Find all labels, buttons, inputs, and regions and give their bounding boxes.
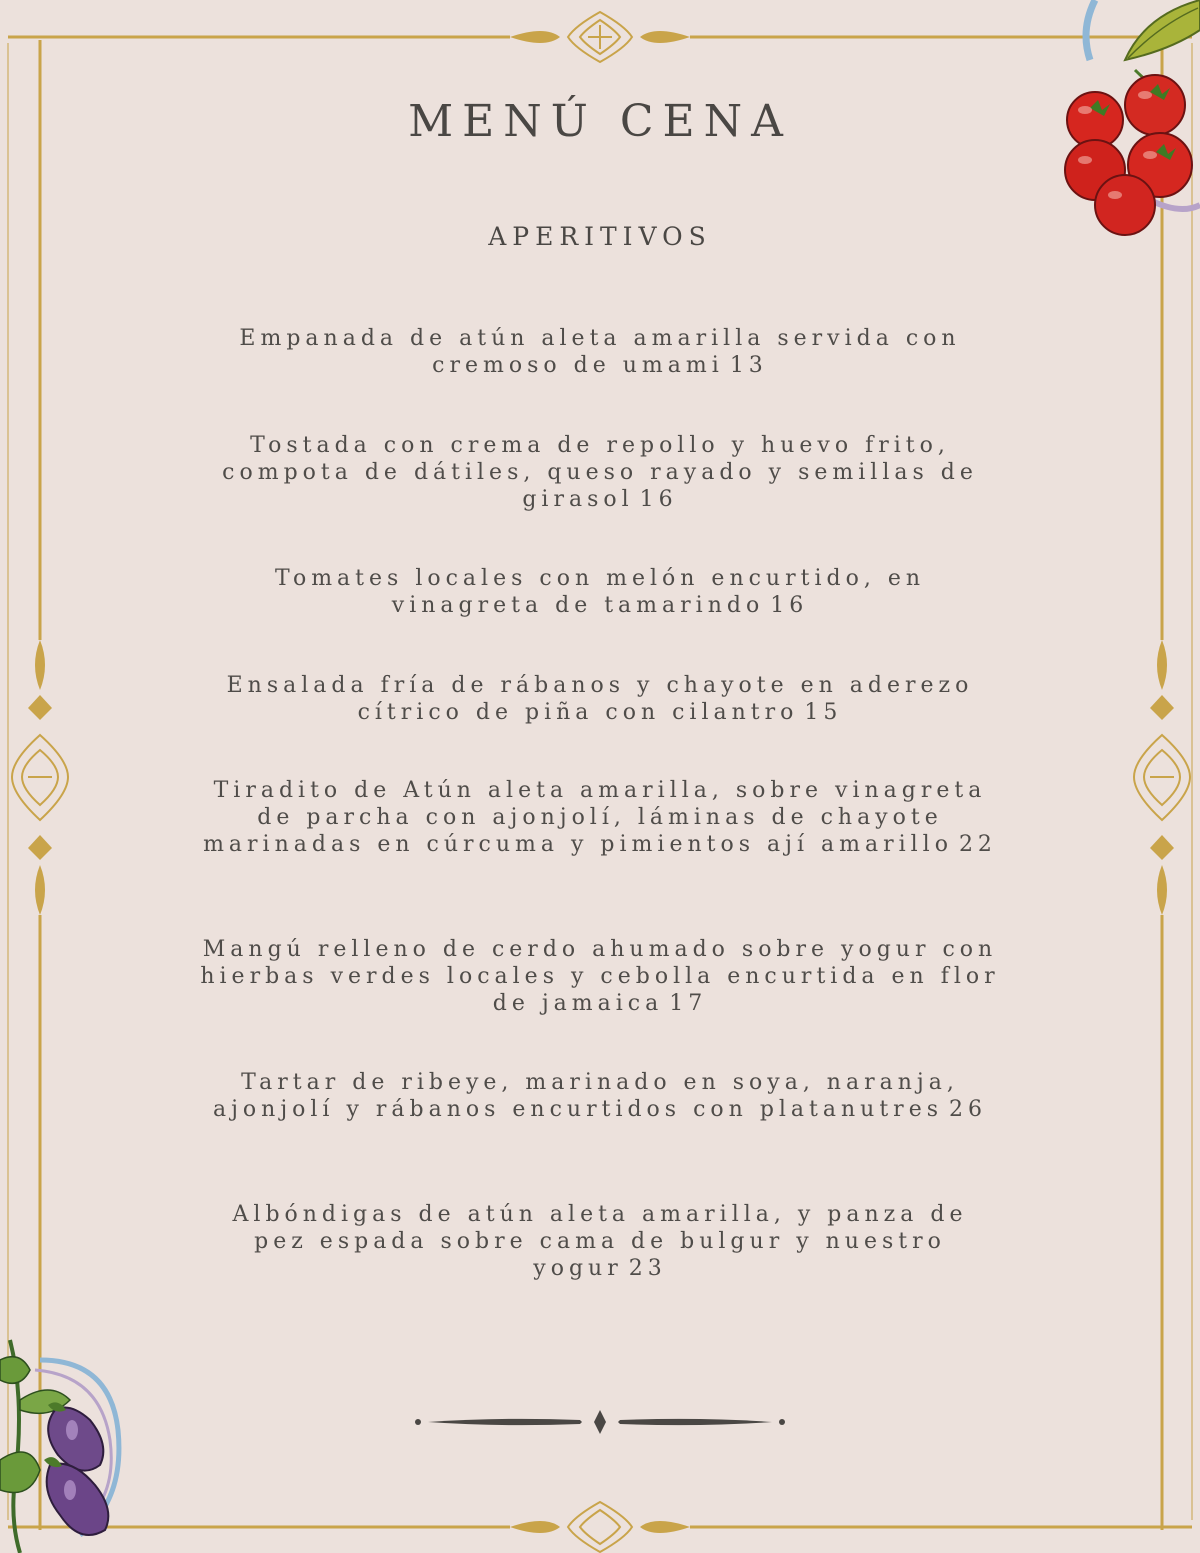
menu-item <box>200 432 1000 513</box>
menu-item <box>200 777 1000 858</box>
menu-item-description: Tomates locales con melón encurtido, en vinagreta de tamarindo <box>274 566 926 618</box>
menu-item-price: 22 <box>958 832 997 857</box>
diamond-line-divider <box>400 1400 800 1444</box>
section-title: APERITIVOS <box>488 222 712 251</box>
menu-item-description: Albóndigas de atún aleta amarilla, y panza de pez espada sobre cama de bulgur y nuestro yogur <box>232 1202 968 1281</box>
bottom-ornament <box>510 1502 690 1552</box>
menu-item <box>200 1201 1000 1282</box>
left-ornament <box>12 640 68 915</box>
menu-item <box>200 565 1000 619</box>
menu-item-price: 16 <box>770 593 809 618</box>
top-ornament <box>510 12 690 62</box>
menu-title: MENÚ CENA <box>408 96 792 147</box>
menu-item-description: Empanada de atún aleta amarilla servida con cremoso de umami <box>239 326 961 378</box>
eggplant-illustration <box>0 1320 130 1553</box>
menu-item <box>200 936 1000 1017</box>
menu-item-price: 26 <box>949 1097 988 1122</box>
menu-item-price: 16 <box>639 487 678 512</box>
menu-item <box>200 672 1000 726</box>
menu-item-description: Tartar de ribeye, marinado en soya, naranja, ajonjolí y rábanos encurtidos con platanutres <box>212 1070 959 1122</box>
right-ornament <box>1134 640 1190 915</box>
menu-item-price: 23 <box>628 1256 667 1281</box>
menu-item-price: 17 <box>669 991 708 1016</box>
menu-item-price: 15 <box>804 700 843 725</box>
menu-item-description: Tiradito de Atún aleta amarilla, sobre vinagreta de parcha con ajonjolí, láminas de chayote marinadas en cúrcuma y pimientos ají amarillo <box>203 778 987 857</box>
menu-item-description: Mangú relleno de cerdo ahumado sobre yogur con hierbas verdes locales y cebolla encurtida en flor de jamaica <box>200 937 1000 1016</box>
menu-item <box>200 1069 1000 1123</box>
menu-item-description: Ensalada fría de rábanos y chayote en aderezo cítrico de piña con cilantro <box>226 673 974 725</box>
menu-item-price: 13 <box>729 353 768 378</box>
menu-item-description: Tostada con crema de repollo y huevo frito, compota de dátiles, queso rayado y semillas de girasol <box>222 433 978 512</box>
menu-item <box>200 325 1000 379</box>
